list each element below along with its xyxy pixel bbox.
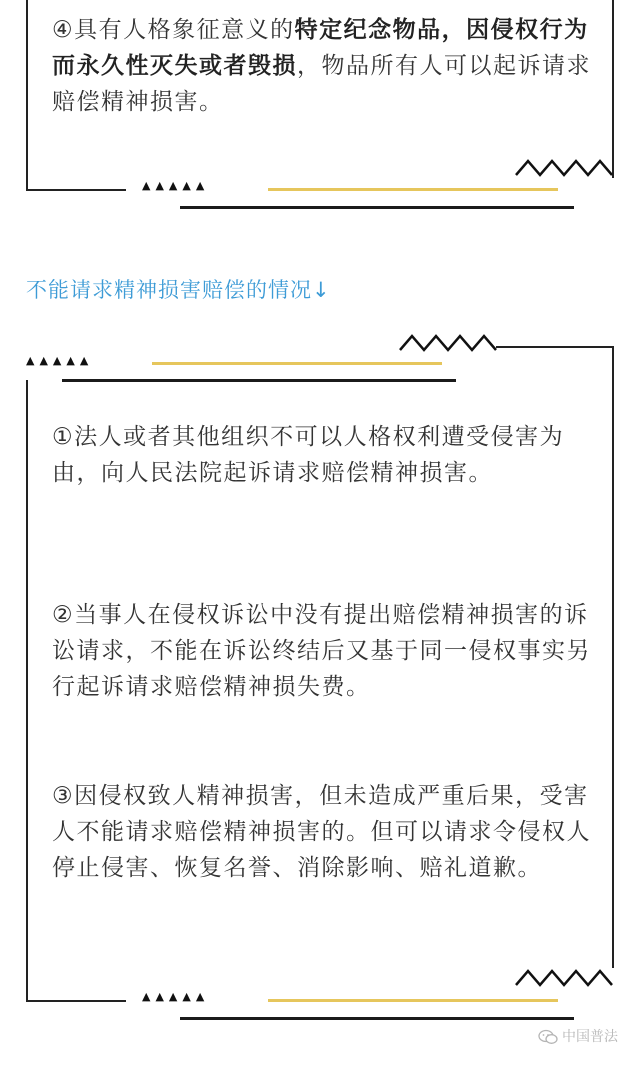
watermark xyxy=(538,1028,618,1046)
item4-suffix: ，物品所有人可以起诉请求赔偿精神损害。 xyxy=(52,53,591,115)
box1-right-border xyxy=(612,0,614,178)
box2-black-line-top xyxy=(62,379,456,382)
zigzag-decoration xyxy=(514,155,614,181)
box2-gold-line-top xyxy=(152,362,442,365)
box1-bottom-border xyxy=(26,189,126,191)
box1-left-border xyxy=(26,0,28,190)
box2-left-border xyxy=(26,380,28,1002)
box2-triangle-row-bottom: ▲▲▲▲▲ xyxy=(142,990,210,1003)
box2-gold-line-bottom xyxy=(268,999,558,1002)
box2-black-underline xyxy=(180,1017,574,1020)
wechat-icon xyxy=(538,1029,558,1045)
box2-top-border xyxy=(496,346,614,348)
section-title xyxy=(26,275,331,305)
box2-item-1: ①法人或者其他组织不可以人格权利遭受侵害为由，向人民法院起诉请求赔偿精神损害。 xyxy=(52,424,565,486)
down-arrow-icon: ↓ xyxy=(312,278,331,302)
item4-prefix: ④具有人格象征意义的 xyxy=(52,17,295,43)
box1-item-4 xyxy=(52,12,597,120)
zigzag-decoration xyxy=(514,965,614,991)
box2-triangle-row-top: ▲▲▲▲▲ xyxy=(26,354,94,367)
section-title-text: 不能请求精神损害赔偿的情况 xyxy=(26,278,312,302)
box1-gold-line xyxy=(268,188,558,191)
box2-item-3: ③因侵权致人精神损害，但未造成严重后果，受害人不能请求赔偿精神损害的。但可以请求令侵权人停止侵害、恢复名誉、消除影响、赔礼道歉。 xyxy=(52,783,591,881)
box1-black-underline xyxy=(180,206,574,209)
box1-triangle-row: ▲▲▲▲▲ xyxy=(142,179,210,192)
watermark-text: 中国普法 xyxy=(562,1029,618,1045)
zigzag-decoration xyxy=(398,330,498,356)
item4-bold: 特定纪念物品，因侵权行为而永久性灭失或者毁损 xyxy=(52,17,589,79)
box2-right-border xyxy=(612,346,614,968)
box2-item-2: ②当事人在侵权诉讼中没有提出赔偿精神损害的诉讼请求，不能在诉讼终结后又基于同一侵权事实另行起诉请求赔偿精神损失费。 xyxy=(52,602,591,700)
box2-bottom-border xyxy=(26,1000,126,1002)
